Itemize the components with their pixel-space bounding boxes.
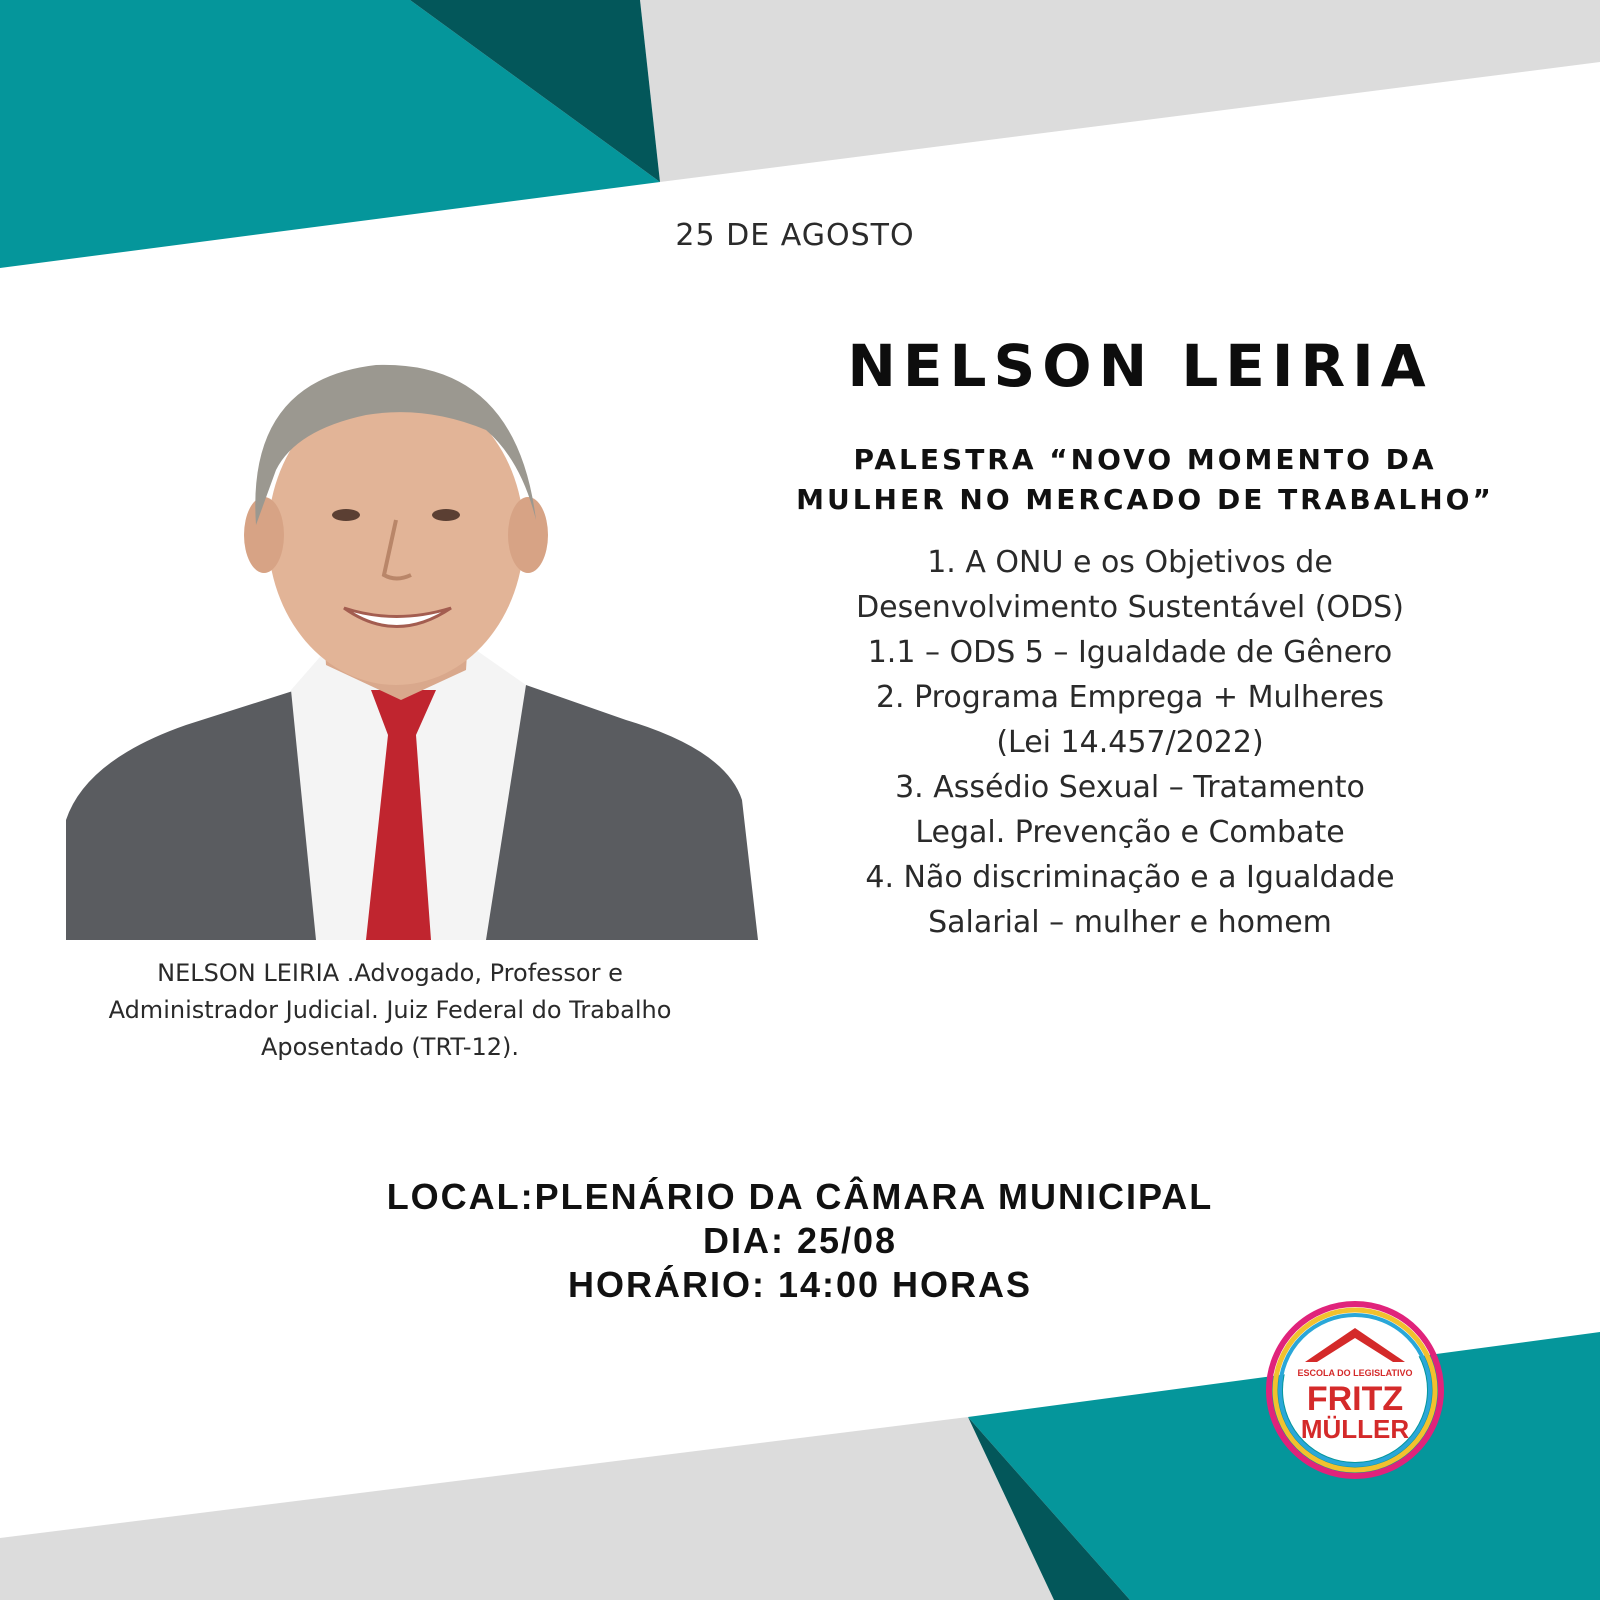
talk-title-line: MULHER NO MERCADO DE TRABALHO” xyxy=(796,483,1494,516)
top-gray-band xyxy=(640,0,1600,182)
right-ear xyxy=(508,497,548,573)
speaker-name: NELSON LEIRIA xyxy=(847,332,1433,400)
event-details xyxy=(0,1175,1600,1307)
left-eye xyxy=(332,509,360,521)
caption-line: Aposentado (TRT-12). xyxy=(260,1033,520,1061)
logo-top-text: ESCOLA DO LEGISLATIVO xyxy=(1297,1368,1413,1378)
topic-line: 2. Programa Emprega + Mulheres xyxy=(875,680,1385,715)
logo-line1: FRITZ xyxy=(1306,1380,1404,1418)
topic-line: 1.1 – ODS 5 – Igualdade de Gênero xyxy=(867,635,1393,670)
event-location: LOCAL:PLENÁRIO DA CÂMARA MUNICIPAL xyxy=(386,1176,1214,1217)
event-date-header: 25 DE AGOSTO xyxy=(675,218,915,253)
topic-line: 4. Não discriminação e a Igualdade xyxy=(865,860,1395,895)
speaker-caption xyxy=(20,955,760,1066)
event-day: DIA: 25/08 xyxy=(702,1220,898,1261)
logo-line2: MÜLLER xyxy=(1300,1414,1410,1444)
left-ear xyxy=(244,497,284,573)
talk-title-line: PALESTRA “NOVO MOMENTO DA xyxy=(853,443,1437,476)
caption-line: Administrador Judicial. Juiz Federal do Trabalho xyxy=(108,996,672,1024)
fritz-muller-logo xyxy=(1265,1300,1445,1480)
right-eye xyxy=(432,509,460,521)
event-time: HORÁRIO: 14:00 HORAS xyxy=(567,1264,1033,1305)
topic-line: Salarial – mulher e homem xyxy=(928,905,1332,940)
topic-line: (Lei 14.457/2022) xyxy=(996,725,1264,760)
topic-line: Desenvolvimento Sustentável (ODS) xyxy=(856,590,1404,625)
talk-title xyxy=(780,440,1510,520)
topic-line: Legal. Prevenção e Combate xyxy=(915,815,1345,850)
speaker-photo xyxy=(66,320,758,940)
bottom-gray-band xyxy=(0,1417,1054,1600)
talk-topics-list xyxy=(760,540,1500,945)
caption-line: NELSON LEIRIA .Advogado, Professor e xyxy=(157,959,623,987)
topic-line: 3. Assédio Sexual – Tratamento xyxy=(895,770,1365,805)
topic-line: 1. A ONU e os Objetivos de xyxy=(927,545,1333,580)
